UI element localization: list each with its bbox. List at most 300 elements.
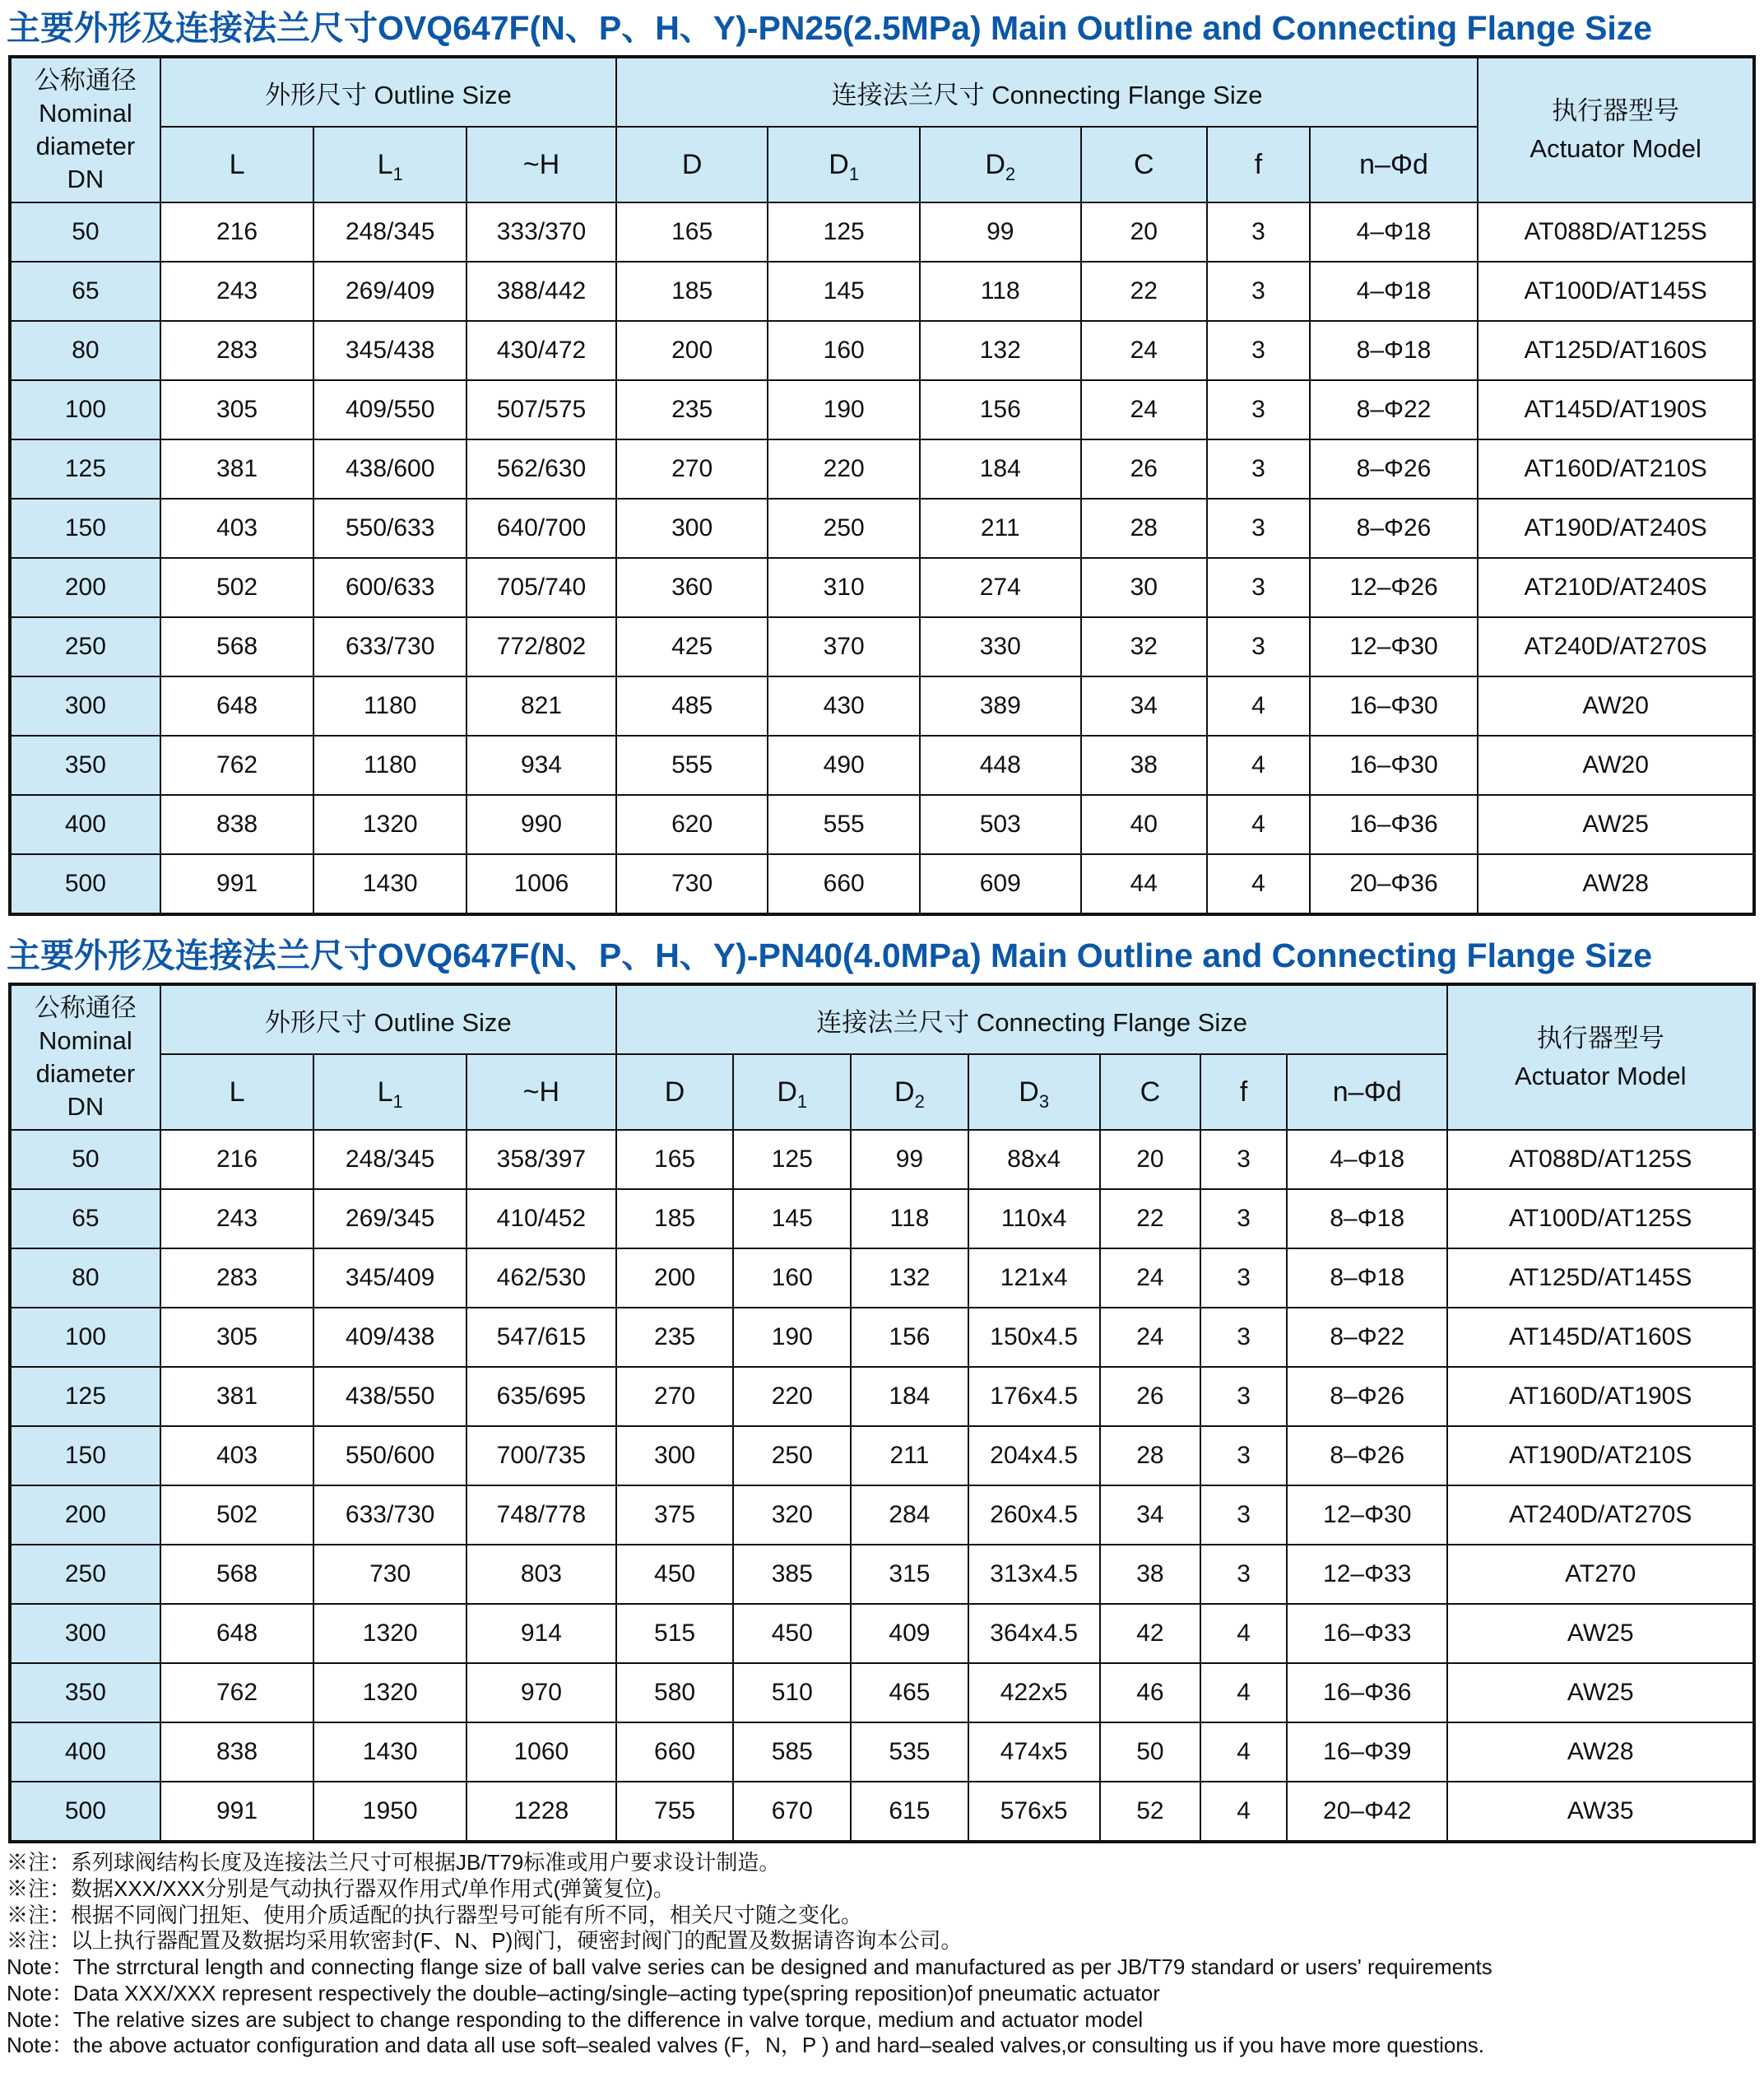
cell: 160 [733,1248,851,1308]
cell: 132 [920,321,1081,380]
header-col-c: C [1081,127,1208,202]
cell: 425 [616,617,768,676]
cell: 609 [920,854,1081,914]
header-col-f: f [1207,127,1310,202]
cell: 20 [1081,202,1208,262]
cell: 3 [1200,1189,1287,1248]
cell: 190 [733,1308,851,1367]
cell: 3 [1207,558,1310,617]
cell: 176x4.5 [968,1367,1100,1426]
cell: 3 [1200,1485,1287,1545]
cell: 200 [616,321,768,380]
header-col-d: D [616,1054,734,1130]
table-row [10,795,1754,854]
cell: 118 [920,262,1081,321]
cell: 38 [1081,736,1208,795]
cell: 305 [160,1308,314,1367]
header-actuator-model: 执行器型号 Actuator Model [1447,984,1754,1130]
cell: 576x5 [968,1782,1100,1842]
cell-dn: 400 [10,795,160,854]
cell: 156 [851,1308,968,1367]
cell: AT145D/AT190S [1478,380,1754,439]
cell: 50 [1100,1722,1201,1782]
pn25-dimension-table [8,55,1756,916]
cell: AW20 [1478,676,1754,736]
cell: 507/575 [467,380,616,439]
cell: 3 [1207,617,1310,676]
cell: 502 [160,1485,314,1545]
cell: 4 [1207,676,1310,736]
table-row [10,321,1754,380]
cell: 30 [1081,558,1208,617]
cell: 24 [1081,321,1208,380]
cell: 4 [1207,854,1310,914]
cell: 160 [768,321,920,380]
cell: 3 [1207,439,1310,499]
cell: 184 [920,439,1081,499]
cell: 762 [160,1663,314,1722]
cell: 430 [768,676,920,736]
table-row [10,1189,1754,1248]
cell: 156 [920,380,1081,439]
cell: 3 [1200,1248,1287,1308]
header-col-d1: $D_1$ [768,127,920,202]
table-row [10,736,1754,795]
cell: 34 [1081,676,1208,736]
cell: 121x4 [968,1248,1100,1308]
cell: 3 [1200,1426,1287,1485]
cell: 1950 [313,1782,467,1842]
cell: AT240D/AT270S [1478,617,1754,676]
table-row [10,1130,1754,1189]
cell: 165 [616,202,768,262]
cell: 580 [616,1663,734,1722]
cell: 410/452 [467,1189,616,1248]
header-outline-size-group: 外形尺寸 Outline Size [160,57,616,127]
note-en-3: Note：The relative sizes are subject to change responding to the difference in valve torque, medium and actuator model [7,2006,1144,2032]
cell: 438/600 [313,439,467,499]
header-col-c: C [1100,1054,1201,1130]
cell: 310 [768,558,920,617]
cell: 1180 [313,736,467,795]
cell: 490 [768,736,920,795]
cell: 1180 [313,676,467,736]
cell-dn: 400 [10,1722,160,1782]
cell: 269/409 [313,262,467,321]
cell: 648 [160,1604,314,1663]
cell: 20–Φ36 [1310,854,1479,914]
cell: 305 [160,380,314,439]
table-row [10,499,1754,558]
cell: 370 [768,617,920,676]
cell: 502 [160,558,314,617]
cell: AT100D/AT145S [1478,262,1754,321]
cell: 562/630 [467,439,616,499]
cell: AW25 [1447,1663,1754,1722]
header-connecting-flange-group: 连接法兰尺寸 Connecting Flange Size [616,984,1448,1054]
cell: 145 [733,1189,851,1248]
table-row [10,676,1754,736]
cell: 330 [920,617,1081,676]
table-row [10,854,1754,914]
cell: 465 [851,1663,968,1722]
cell: 409/550 [313,380,467,439]
header-outline-size-group: 外形尺寸 Outline Size [160,984,616,1054]
cell: 16–Φ33 [1287,1604,1448,1663]
table-row [10,1485,1754,1545]
cell: 190 [768,380,920,439]
cell: 547/615 [467,1308,616,1367]
cell: 118 [851,1189,968,1248]
header-col-n–φd: n–Φd [1310,127,1479,202]
cell: 16–Φ30 [1310,676,1479,736]
cell-dn: 350 [10,736,160,795]
cell: 838 [160,795,314,854]
table-row [10,1308,1754,1367]
pn25-table-title: 主要外形及连接法兰尺寸OVQ647F(N、P、H、Y)-PN25(2.5MPa) Main Outline and Connecting Flange Size [7,9,1653,47]
cell: 32 [1081,617,1208,676]
cell: 145 [768,262,920,321]
table-body [10,1130,1754,1842]
cell: 165 [616,1130,734,1189]
cell: 4 [1200,1722,1287,1782]
cell: 375 [616,1485,734,1545]
cell-dn: 125 [10,439,160,499]
cell: AT190D/AT210S [1447,1426,1754,1485]
cell: 381 [160,439,314,499]
cell: 20–Φ42 [1287,1782,1448,1842]
cell: 485 [616,676,768,736]
cell: 248/345 [313,202,467,262]
pn40-dimension-table [8,983,1756,1843]
cell: 260x4.5 [968,1485,1100,1545]
table-header [10,984,1754,1130]
table-row [10,202,1754,262]
table-row [10,1782,1754,1842]
cell: 269/345 [313,1189,467,1248]
table-row [10,1663,1754,1722]
cell: 42 [1100,1604,1201,1663]
cell: 670 [733,1782,851,1842]
cell: 12–Φ33 [1287,1545,1448,1604]
header-nominal-diameter: 公称通径 Nominal diameter DN [10,57,160,202]
cell: 22 [1100,1189,1201,1248]
cell: AT125D/AT160S [1478,321,1754,380]
cell: 448 [920,736,1081,795]
cell: AT088D/AT125S [1478,202,1754,262]
table-row [10,1248,1754,1308]
note-zh-2: ※注：数据XXX/XXX分别是气动执行器双作用式/单作用式(弹簧复位)。 [7,1875,675,1901]
cell: 243 [160,1189,314,1248]
cell: 4–Φ18 [1310,202,1479,262]
cell: 8–Φ18 [1287,1248,1448,1308]
cell-dn: 250 [10,617,160,676]
cell: AW25 [1478,795,1754,854]
cell: 3 [1200,1367,1287,1426]
cell: 3 [1207,380,1310,439]
cell: 283 [160,1248,314,1308]
cell: 24 [1100,1308,1201,1367]
cell-dn: 50 [10,202,160,262]
table-row [10,439,1754,499]
cell: 185 [616,1189,734,1248]
cell: 358/397 [467,1130,616,1189]
cell-dn: 500 [10,854,160,914]
cell: 403 [160,1426,314,1485]
cell: 8–Φ26 [1310,499,1479,558]
cell: 235 [616,1308,734,1367]
cell: 99 [920,202,1081,262]
cell: 88x4 [968,1130,1100,1189]
cell: 8–Φ26 [1310,439,1479,499]
note-zh-3: ※注：根据不同阀门扭矩、使用介质适配的执行器型号可能有所不同，相关尺寸随之变化。 [7,1902,863,1927]
cell: 388/442 [467,262,616,321]
cell-dn: 200 [10,558,160,617]
cell: 360 [616,558,768,617]
cell: 1320 [313,1604,467,1663]
cell: 403 [160,499,314,558]
cell: AW25 [1447,1604,1754,1663]
cell: 4 [1200,1663,1287,1722]
cell: 914 [467,1604,616,1663]
cell-dn: 125 [10,1367,160,1426]
cell: 510 [733,1663,851,1722]
cell: 991 [160,854,314,914]
cell: 555 [616,736,768,795]
cell: 220 [733,1367,851,1426]
header-nominal-diameter: 公称通径 Nominal diameter DN [10,984,160,1130]
cell: 250 [768,499,920,558]
cell: 38 [1100,1545,1201,1604]
cell: 803 [467,1545,616,1604]
cell: AT210D/AT240S [1478,558,1754,617]
cell: 450 [616,1545,734,1604]
table-row [10,558,1754,617]
cell: 364x4.5 [968,1604,1100,1663]
cell: 8–Φ18 [1287,1189,1448,1248]
cell-dn: 500 [10,1782,160,1842]
table-body [10,202,1754,914]
cell: AW35 [1447,1782,1754,1842]
cell-dn: 300 [10,676,160,736]
header-col-l: L [160,1054,314,1130]
cell: 248/345 [313,1130,467,1189]
cell-dn: 300 [10,1604,160,1663]
cell: 838 [160,1722,314,1782]
cell: 422x5 [968,1663,1100,1722]
cell: 970 [467,1663,616,1722]
cell: 772/802 [467,617,616,676]
cell: 550/633 [313,499,467,558]
header-col-l1: $L_1$ [313,127,467,202]
cell: 12–Φ30 [1310,617,1479,676]
cell: 8–Φ18 [1310,321,1479,380]
cell: 3 [1207,202,1310,262]
cell: 345/409 [313,1248,467,1308]
cell: 184 [851,1367,968,1426]
cell: AT240D/AT270S [1447,1485,1754,1545]
cell-dn: 50 [10,1130,160,1189]
cell-dn: 80 [10,321,160,380]
cell: 4–Φ18 [1287,1130,1448,1189]
cell: 1060 [467,1722,616,1782]
cell-dn: 350 [10,1663,160,1722]
cell: 3 [1200,1545,1287,1604]
header-col-d: D [616,127,768,202]
cell: 3 [1200,1308,1287,1367]
cell: AT190D/AT240S [1478,499,1754,558]
cell-dn: 65 [10,1189,160,1248]
cell: 633/730 [313,1485,467,1545]
note-zh-1: ※注：系列球阀结构长度及连接法兰尺寸可根据JB/T79标准或用户要求设计制造。 [7,1850,781,1875]
cell: 755 [616,1782,734,1842]
cell: 345/438 [313,321,467,380]
cell: AW28 [1447,1722,1754,1782]
header-actuator-model: 执行器型号 Actuator Model [1478,57,1754,202]
cell: 8–Φ26 [1287,1367,1448,1426]
cell: 635/695 [467,1367,616,1426]
cell: 934 [467,736,616,795]
table-row [10,380,1754,439]
cell: 26 [1100,1367,1201,1426]
cell: 211 [851,1426,968,1485]
cell: 535 [851,1722,968,1782]
cell: 211 [920,499,1081,558]
cell: 220 [768,439,920,499]
cell: 991 [160,1782,314,1842]
cell: 705/740 [467,558,616,617]
header-col-l1: $L_1$ [313,1054,467,1130]
header-col-n–φd: n–Φd [1287,1054,1448,1130]
table-row [10,1367,1754,1426]
cell: AT125D/AT145S [1447,1248,1754,1308]
cell: 132 [851,1248,968,1308]
cell: 555 [768,795,920,854]
cell: 990 [467,795,616,854]
header-col-d1: $D_1$ [733,1054,851,1130]
cell: 22 [1081,262,1208,321]
cell: 16–Φ39 [1287,1722,1448,1782]
cell: 4–Φ18 [1310,262,1479,321]
note-zh-4: ※注：以上执行器配置及数据均采用软密封(F、N、P)阀门，硬密封阀门的配置及数据请咨询本公司。 [7,1928,963,1954]
cell: 1430 [313,854,467,914]
table-header [10,57,1754,202]
cell: 24 [1100,1248,1201,1308]
cell: 243 [160,262,314,321]
cell: 1430 [313,1722,467,1782]
cell: 585 [733,1722,851,1782]
notes-section [7,1850,1764,2059]
cell: 748/778 [467,1485,616,1545]
cell: 125 [768,202,920,262]
table-row [10,1426,1754,1485]
cell: AT160D/AT190S [1447,1367,1754,1426]
pn40-table-title: 主要外形及连接法兰尺寸OVQ647F(N、P、H、Y)-PN40(4.0MPa) Main Outline and Connecting Flange Size [7,936,1653,975]
cell: 52 [1100,1782,1201,1842]
cell: 409/438 [313,1308,467,1367]
cell: 633/730 [313,617,467,676]
cell: 568 [160,1545,314,1604]
header-group-row [10,57,1754,127]
cell: 660 [616,1722,734,1782]
cell: 8–Φ22 [1310,380,1479,439]
cell: 385 [733,1545,851,1604]
cell: 8–Φ22 [1287,1308,1448,1367]
cell: AT160D/AT210S [1478,439,1754,499]
header-col-l: L [160,127,314,202]
cell: 204x4.5 [968,1426,1100,1485]
cell: 409 [851,1604,968,1663]
cell: 821 [467,676,616,736]
cell: 474x5 [968,1722,1100,1782]
cell: 110x4 [968,1189,1100,1248]
cell: 283 [160,321,314,380]
cell: 8–Φ26 [1287,1426,1448,1485]
cell: 568 [160,617,314,676]
cell: 284 [851,1485,968,1545]
cell: 3 [1207,499,1310,558]
cell: 640/700 [467,499,616,558]
cell: 1320 [313,795,467,854]
cell: 274 [920,558,1081,617]
cell: 216 [160,1130,314,1189]
header-connecting-flange-group: 连接法兰尺寸 Connecting Flange Size [616,57,1478,127]
cell: 24 [1081,380,1208,439]
cell: 12–Φ30 [1287,1485,1448,1545]
cell: 26 [1081,439,1208,499]
table-row [10,617,1754,676]
cell: 3 [1207,321,1310,380]
cell: 730 [616,854,768,914]
cell-dn: 250 [10,1545,160,1604]
table-row [10,1545,1754,1604]
cell: 125 [733,1130,851,1189]
cell: 16–Φ36 [1310,795,1479,854]
cell: 200 [616,1248,734,1308]
note-en-4: Note：the above actuator configuration and data all use soft–sealed valves (F，N，P ) and hard–sealed valves,or consulting us if you have more questions. [7,2033,1484,2058]
cell: 34 [1100,1485,1201,1545]
cell: 333/370 [467,202,616,262]
cell: 648 [160,676,314,736]
cell: AT145D/AT160S [1447,1308,1754,1367]
cell-dn: 100 [10,380,160,439]
header-col-d3: $D_3$ [968,1054,1100,1130]
header-col-d2: $D_2$ [851,1054,968,1130]
cell: 3 [1207,262,1310,321]
cell: 503 [920,795,1081,854]
cell: 150x4.5 [968,1308,1100,1367]
note-en-2: Note：Data XXX/XXX represent respectively the double–acting/single–acting type(spring reposition)of pneumatic actuator [7,1980,1160,2005]
cell: 16–Φ30 [1310,736,1479,795]
cell-dn: 80 [10,1248,160,1308]
cell: 430/472 [467,321,616,380]
cell-dn: 150 [10,1426,160,1485]
cell: 762 [160,736,314,795]
cell: 1320 [313,1663,467,1722]
table-row [10,1604,1754,1663]
cell: 389 [920,676,1081,736]
header-col-~h: ~H [467,127,616,202]
cell: 4 [1200,1782,1287,1842]
cell: 320 [733,1485,851,1545]
cell: 730 [313,1545,467,1604]
cell: 615 [851,1782,968,1842]
cell: 300 [616,1426,734,1485]
cell: 381 [160,1367,314,1426]
note-en-1: Note：The strrctural length and connecting flange size of ball valve series can be designed and manufactured as per JB/T79 standard or users' requirements [7,1954,1492,1980]
cell: 313x4.5 [968,1545,1100,1604]
cell: 700/735 [467,1426,616,1485]
